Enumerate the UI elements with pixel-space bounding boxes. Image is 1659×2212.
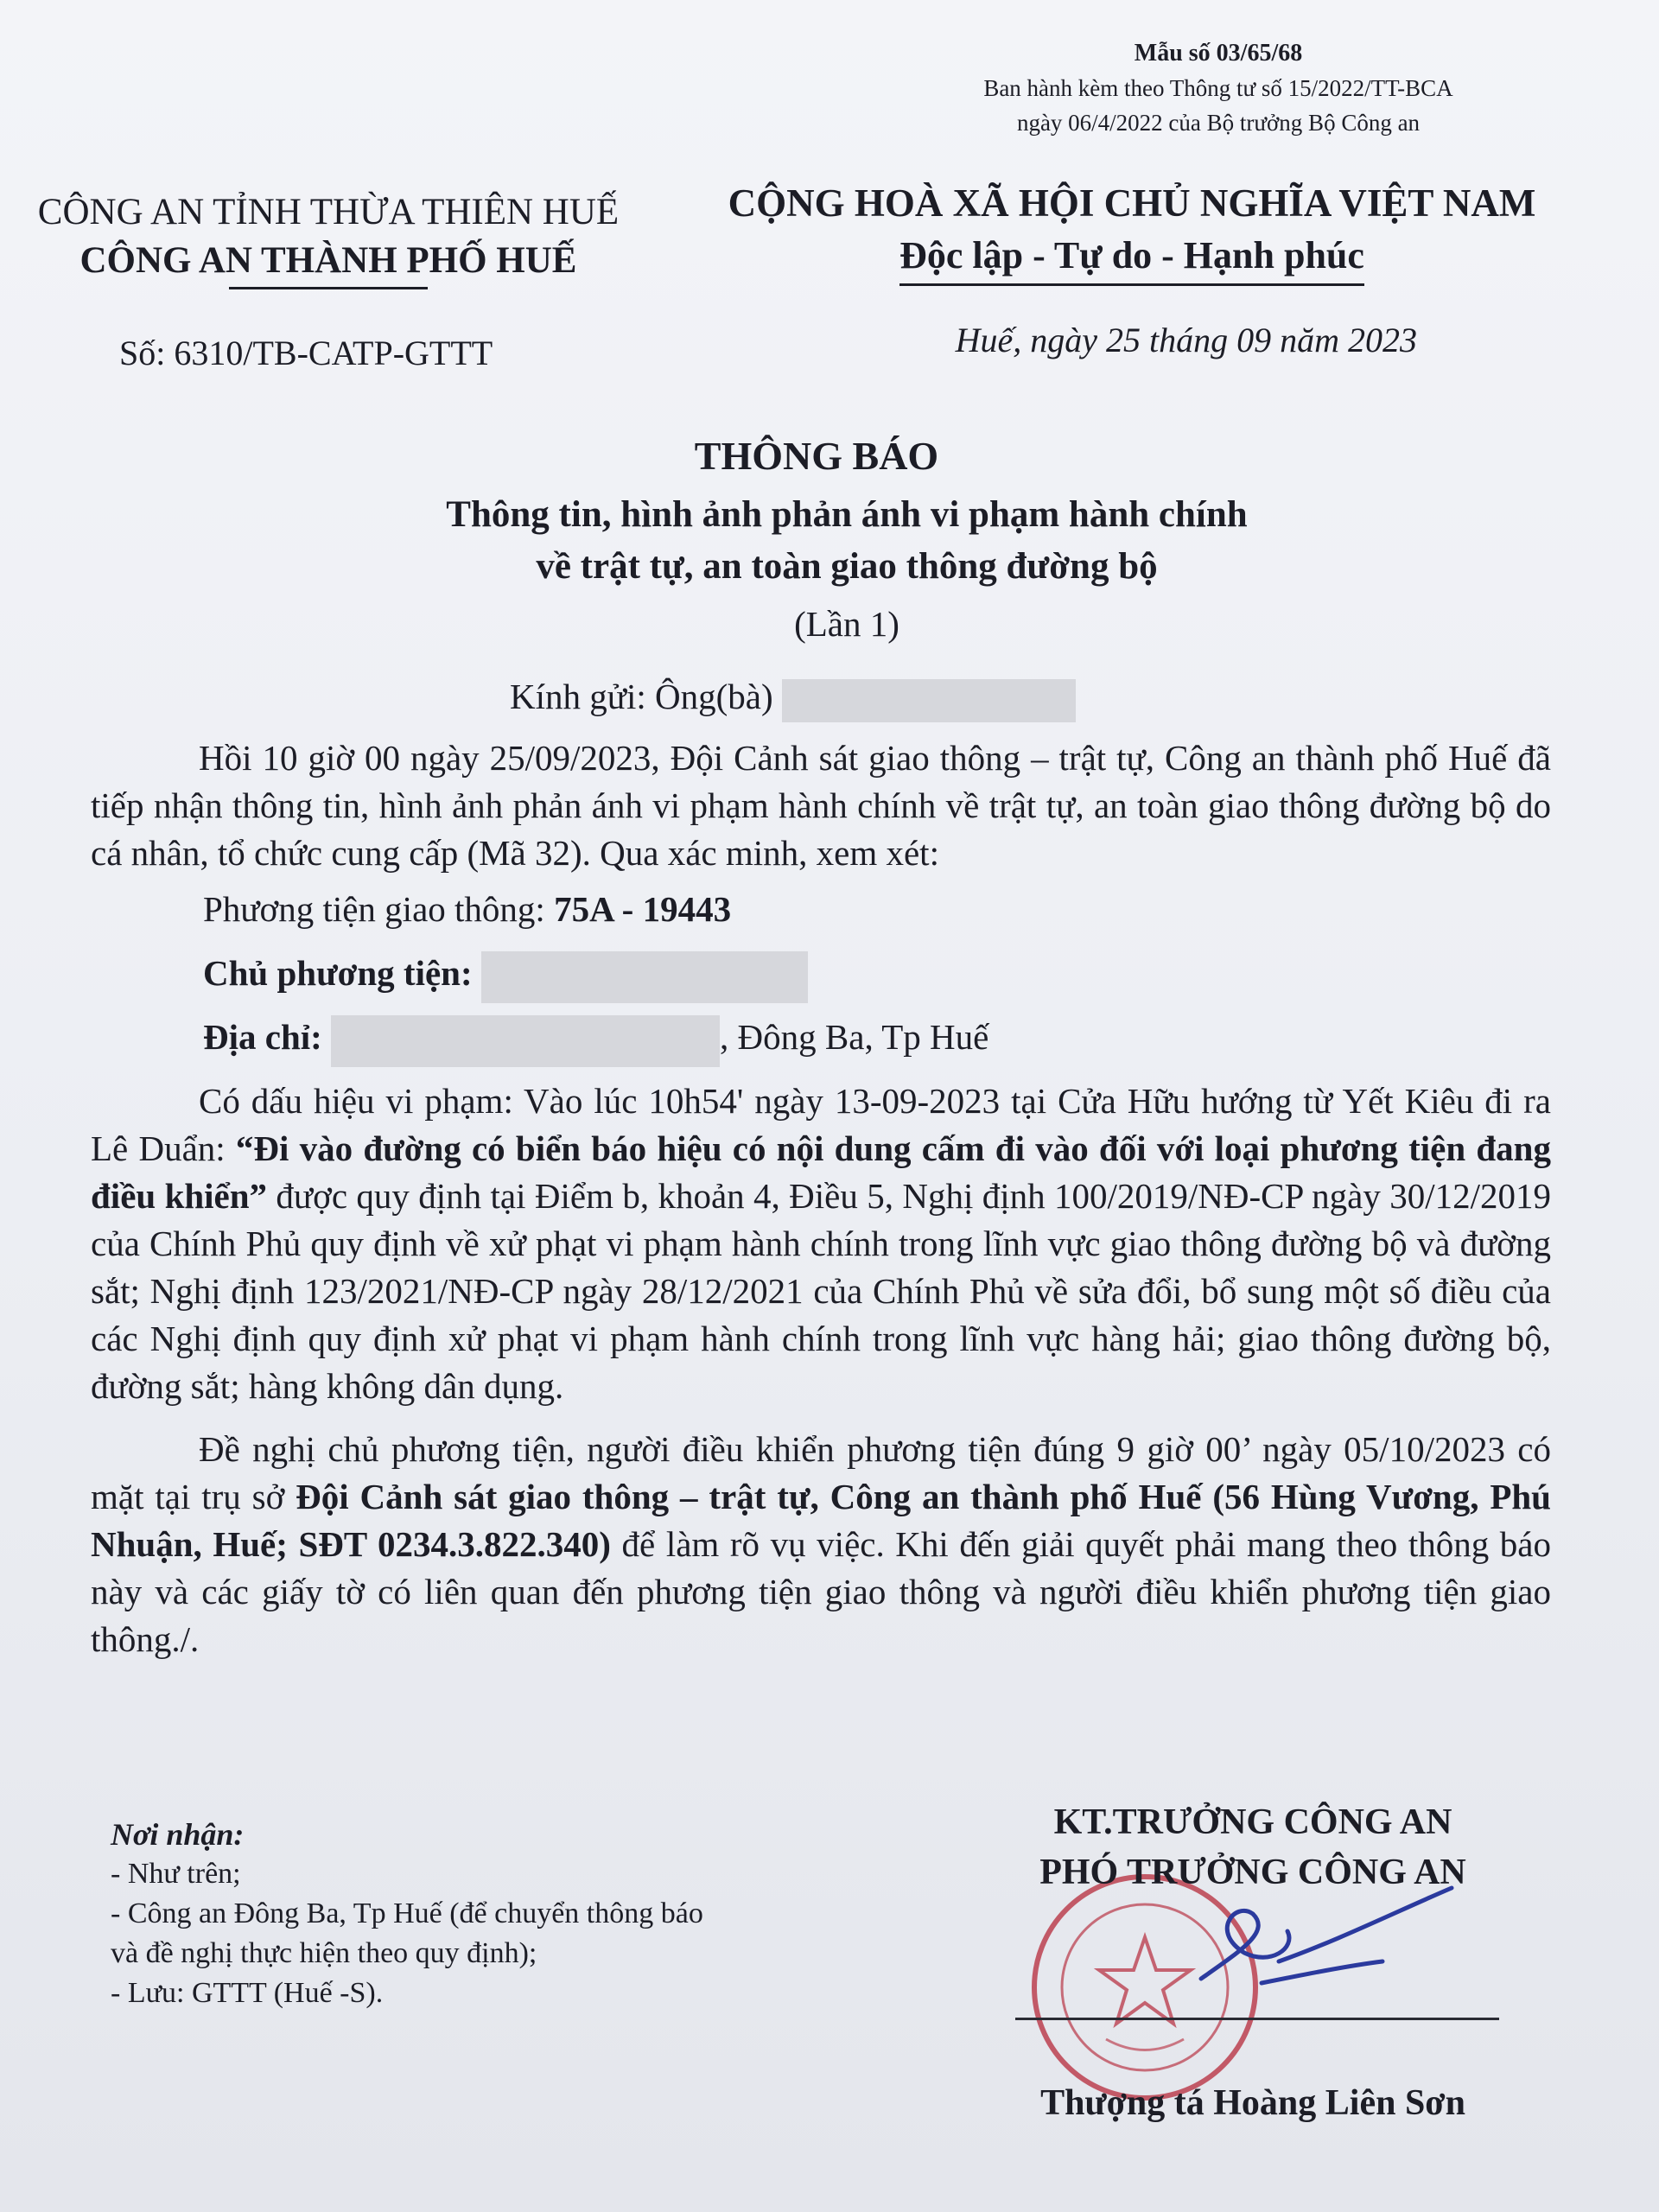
issuing-agency-header bbox=[0, 188, 657, 289]
violation-description: “Đi vào đường có biển báo hiệu có nội dung cấm đi vào đối với loại phương tiện đang điều khiển” bbox=[91, 1128, 1551, 1216]
notice-body bbox=[91, 734, 1551, 1663]
addressee-label: Kính gửi: Ông(bà) bbox=[510, 677, 782, 716]
owner-label: Chủ phương tiện: bbox=[203, 953, 481, 993]
issuing-department: CÔNG AN THÀNH PHỐ HUẾ bbox=[79, 240, 577, 281]
summons-text: Đề nghị chủ phương tiện, người điều khiển phương tiện đúng 9 giờ 00’ ngày 05/10/2023 có mặt tại trụ sở bbox=[91, 1429, 1551, 1516]
address-label: Địa chỉ: bbox=[203, 1017, 332, 1057]
signature-title: PHÓ TRƯỞNG CÔNG AN bbox=[1039, 1853, 1466, 1892]
form-issued-date-line: ngày 06/4/2022 của Bộ trưởng Bộ Công an bbox=[1016, 110, 1421, 136]
violation-text: Có dấu hiệu vi phạm: Vào lúc 10h54' ngày 13-09-2023 tại Cửa Hữu hướng từ Yết Kiêu đi ra Lê Duẩn: bbox=[91, 1081, 1551, 1168]
owner-field bbox=[91, 941, 1551, 1005]
legal-basis-text: được quy định tại Điểm b, khoản 4, Điều 5, Nghị định 100/2019/NĐ-CP ngày 30/12/2019 của Chính Phủ quy định về xử phạt vi phạm hành chính trong lĩnh vực giao thông đường bộ và đường sắt; Nghị định 123/2021/NĐ-CP ngày 28/12/2021 của Chính Phủ về sửa đổi, bổ sung một số điều của các Nghị định quy định xử phạt vi phạm hành chính trong lĩnh vực hàng hải; giao thông đường bộ, đường sắt; hàng không dân dụng. bbox=[91, 1176, 1551, 1406]
notice-count: (Lần 1) bbox=[794, 604, 899, 644]
recipients-list bbox=[111, 1815, 888, 2013]
national-header bbox=[674, 177, 1590, 286]
handwritten-signature bbox=[1166, 1879, 1512, 2009]
document-title-block bbox=[0, 430, 1659, 650]
form-code: Mẫu số 03/65/68 bbox=[1134, 40, 1303, 67]
body-paragraph-3 bbox=[91, 1426, 1551, 1663]
recipient-item: - Lưu: GTTT (Huế -S). bbox=[111, 1977, 384, 2009]
subtitle-line-1: Thông tin, hình ảnh phản ánh vi phạm hành chính bbox=[446, 494, 1248, 535]
redaction-box bbox=[481, 951, 808, 1003]
nation-name: CỘNG HOÀ XÃ HỘI CHỦ NGHĨA VIỆT NAM bbox=[728, 181, 1536, 225]
national-motto: Độc lập - Tự do - Hạnh phúc bbox=[899, 230, 1364, 286]
address-suffix: , Đông Ba, Tp Huế bbox=[720, 1017, 989, 1057]
redaction-box bbox=[782, 679, 1076, 722]
recipient-item: - Công an Đông Ba, Tp Huế (để chuyển thông báo bbox=[111, 1897, 703, 1929]
vehicle-plate: 75A - 19443 bbox=[554, 889, 732, 929]
signature-authority: KT.TRƯỞNG CÔNG AN bbox=[1053, 1802, 1452, 1842]
addressee-line bbox=[510, 676, 1076, 722]
subtitle-line-2: về trật tự, an toàn giao thông đường bộ bbox=[536, 546, 1158, 587]
form-issued-line: Ban hành kèm theo Thông tư số 15/2022/TT-BCA bbox=[983, 75, 1453, 101]
redaction-box bbox=[331, 1015, 720, 1067]
agency-underline bbox=[229, 287, 428, 289]
parent-agency: CÔNG AN TỈNH THỪA THIÊN HUẾ bbox=[37, 192, 620, 232]
summons-instructions: để làm rõ vụ việc. Khi đến giải quyết phải mang theo thông báo này và các giấy tờ có liên quan đến phương tiện giao thông và người điều khiển phương tiện giao thông./. bbox=[91, 1524, 1552, 1659]
body-paragraph-1: Hồi 10 giờ 00 ngày 25/09/2023, Đội Cảnh sát giao thông – trật tự, Công an thành phố Huế đã tiếp nhận thông tin, hình ảnh phản ánh vi phạm hành chính về trật tự, an toàn giao thông đường bộ do cá nhân, tổ chức cung cấp (Mã 32). Qua xác minh, xem xét: bbox=[91, 738, 1551, 873]
signature-block bbox=[976, 1797, 1529, 1897]
body-paragraph-2 bbox=[91, 1077, 1551, 1410]
document-date: Huế, ngày 25 tháng 09 năm 2023 bbox=[955, 321, 1417, 359]
vehicle-field bbox=[91, 877, 1551, 941]
document-subtitle bbox=[35, 489, 1659, 593]
form-metadata bbox=[907, 36, 1529, 140]
recipients-label: Nơi nhận: bbox=[111, 1817, 245, 1852]
summons-location: Đội Cảnh sát giao thông – trật tự, Công an thành phố Huế (56 Hùng Vương, Phú Nhuận, Huế; SĐT 0234.3.822.340) bbox=[91, 1477, 1551, 1564]
address-field bbox=[91, 1005, 1551, 1069]
document-title: THÔNG BÁO bbox=[694, 434, 939, 478]
document-number: Số: 6310/TB-CATP-GTTT bbox=[119, 334, 493, 372]
signature-line bbox=[1015, 2018, 1499, 2020]
recipient-item: và đề nghị thực hiện theo quy định); bbox=[111, 1937, 537, 1969]
vehicle-label: Phương tiện giao thông: bbox=[203, 889, 555, 929]
signer-name: Thượng tá Hoàng Liên Sơn bbox=[1040, 2083, 1465, 2123]
recipient-item: - Như trên; bbox=[111, 1858, 241, 1890]
